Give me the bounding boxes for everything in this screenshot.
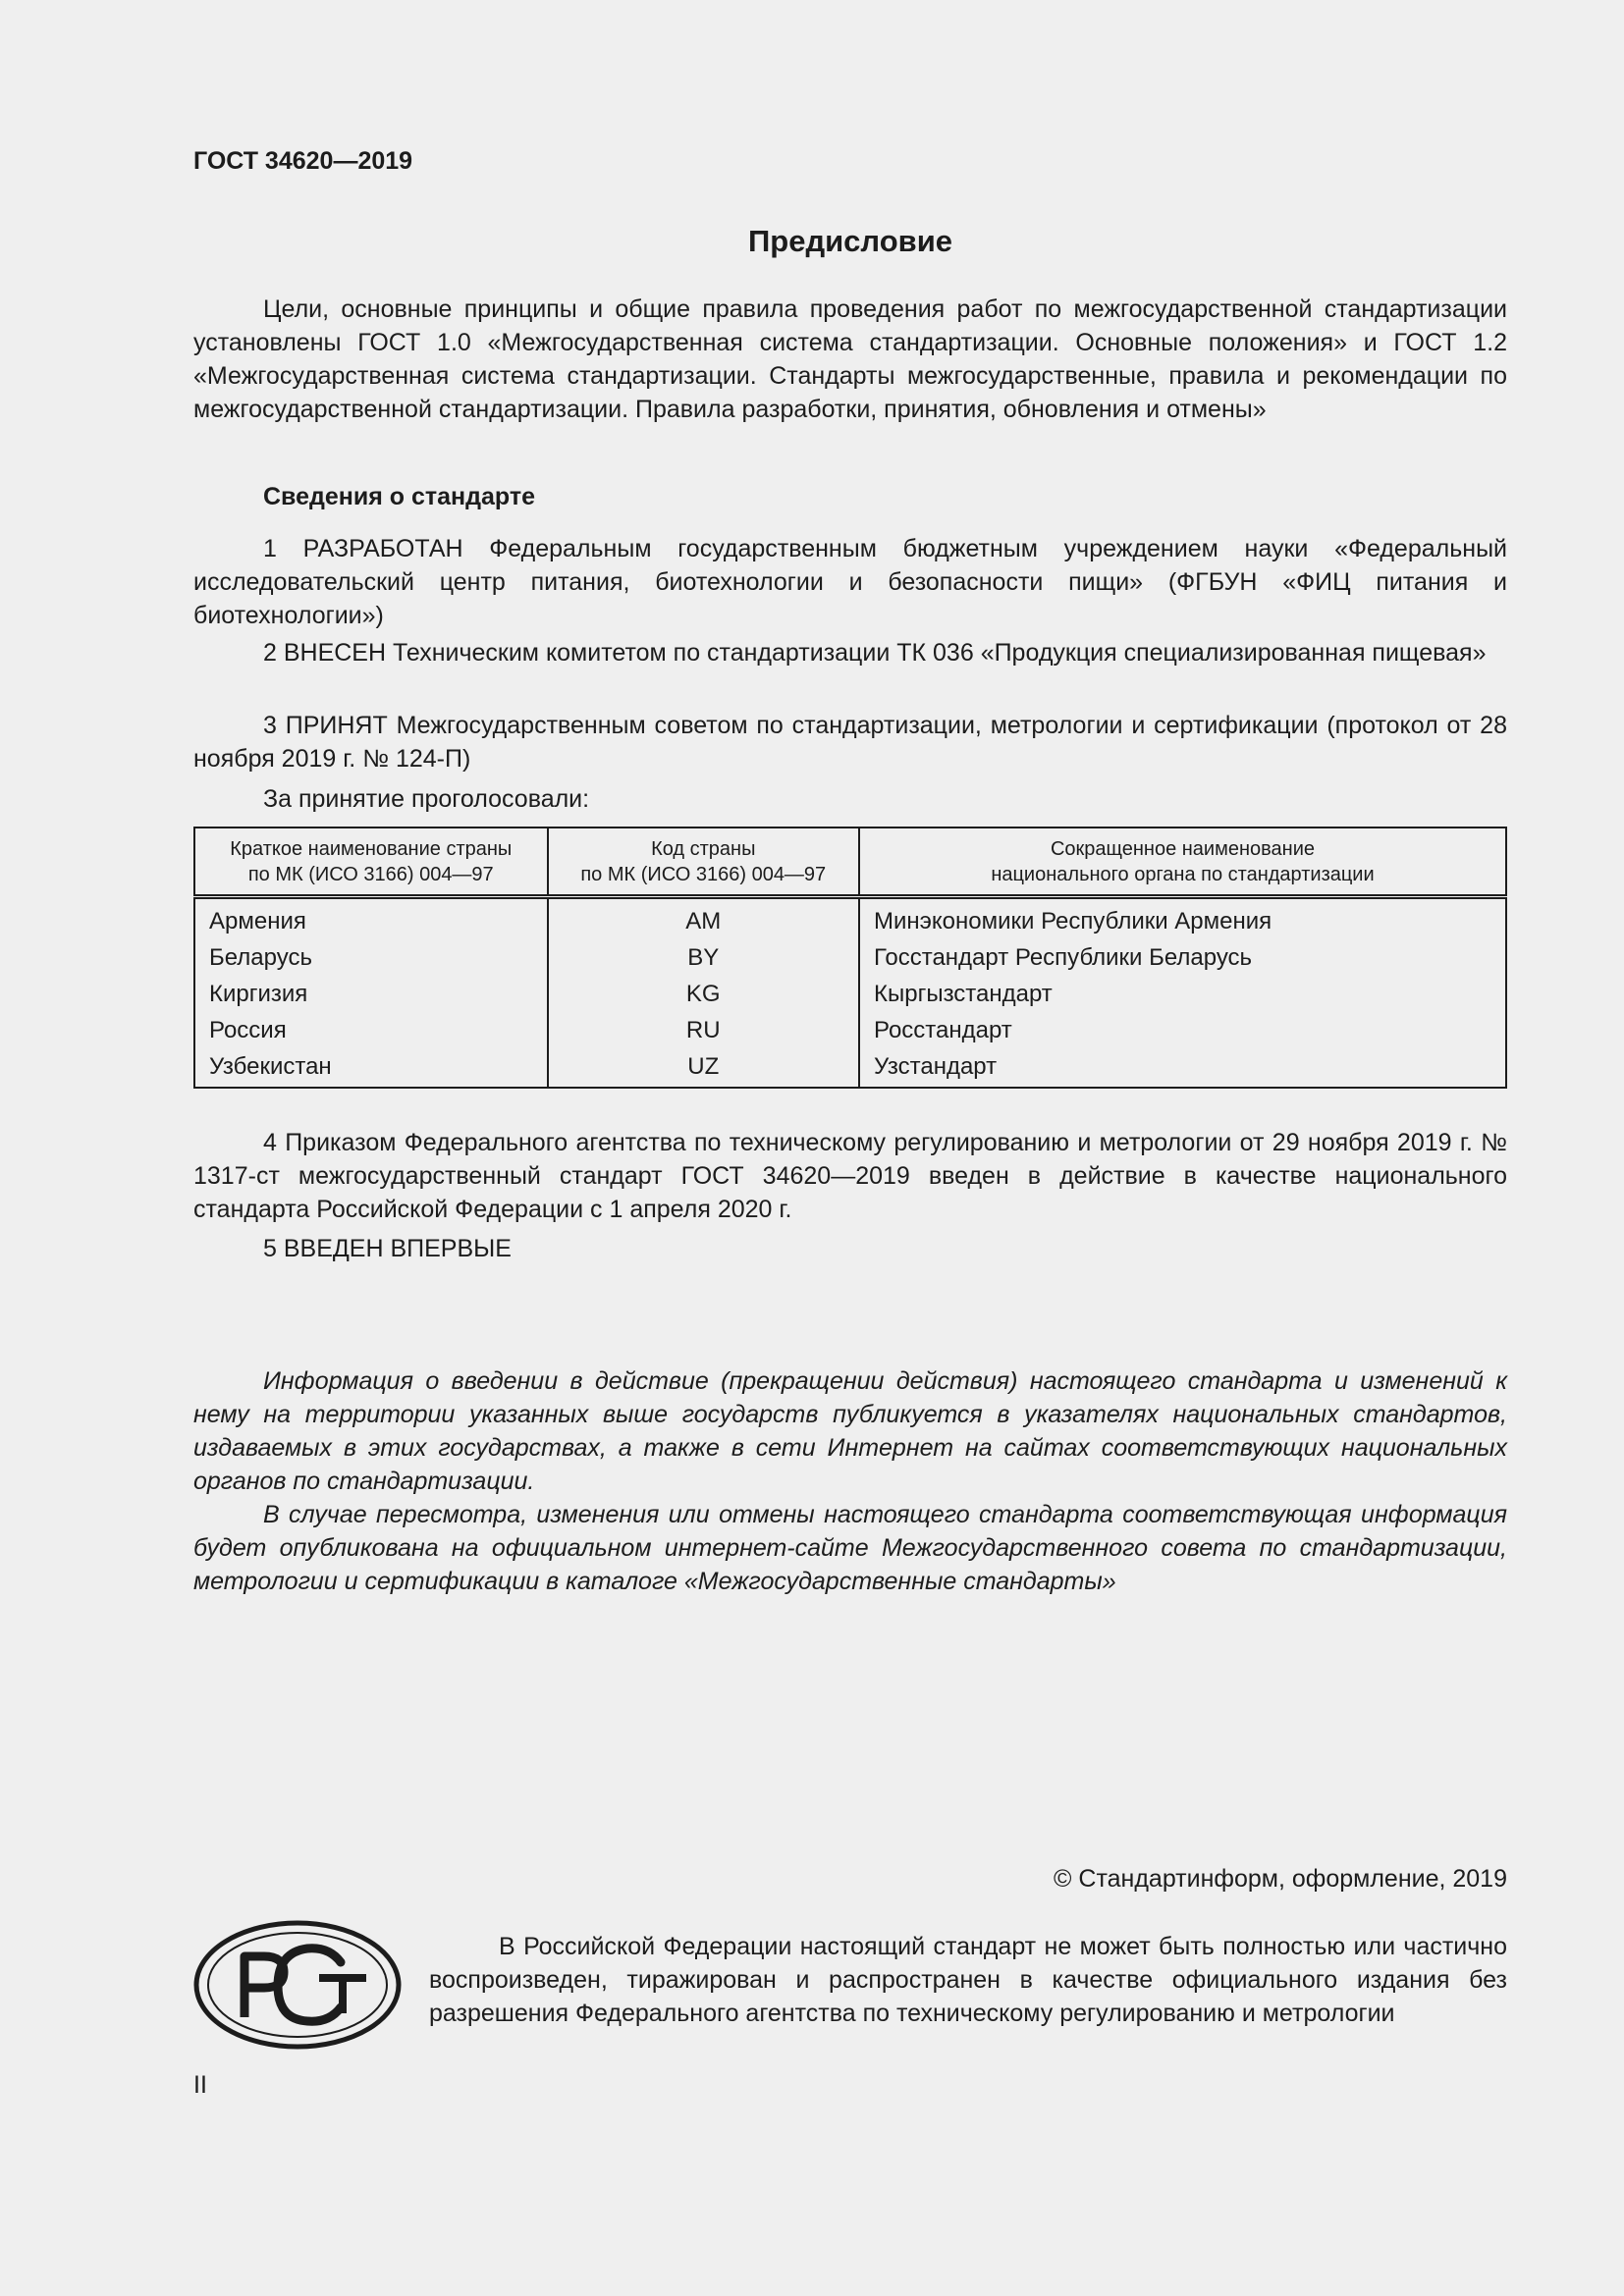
header-body-line1: Сокращенное наименование [1050, 838, 1316, 860]
header-code [548, 828, 859, 897]
table-row [194, 1012, 1506, 1048]
table-row [194, 1048, 1506, 1088]
rst-logo-text: РСТ [298, 1990, 299, 1991]
header-code-line1: Код страны [651, 838, 756, 860]
notice-block [193, 1364, 1507, 1598]
page-number: II [193, 2071, 207, 2099]
cell-body: Кыргызстандарт [859, 976, 1506, 1012]
header-body [859, 828, 1506, 897]
cell-code: KG [548, 976, 859, 1012]
item-adopted [193, 709, 1507, 775]
rst-logo [193, 1919, 402, 2051]
voted-label-text: За принятие проголосовали: [263, 785, 590, 813]
voted-label [193, 782, 1507, 816]
header-country [194, 828, 548, 897]
item-order [193, 1126, 1507, 1226]
item-introduced [193, 636, 1507, 669]
item-adopted-text: 3 ПРИНЯТ Межгосударственным советом по стандартизации, метрологии и сертификации (протокол от 28 ноября 2019 г. № 124-П) [193, 712, 1507, 773]
rst-logo-icon [193, 1919, 402, 2051]
cell-code: RU [548, 1012, 859, 1048]
rights-block [429, 1930, 1507, 2030]
item-order-text: 4 Приказом Федерального агентства по техническому регулированию и метрологии от 29 ноября 2019 г. № 1317-ст межгосударственный стандарт ГОСТ 34620—2019 введен в действие в качестве национального стандарта Российской Федерации с 1 апреля 2020 г. [193, 1129, 1507, 1223]
table-row [194, 976, 1506, 1012]
table-row [194, 897, 1506, 940]
cell-body: Росстандарт [859, 1012, 1506, 1048]
table-row [194, 939, 1506, 976]
item-developed-text: 1 РАЗРАБОТАН Федеральным государственным бюджетным учреждением науки «Федеральный исследовательский центр питания, биотехнологии и безопасности пищи» (ФГБУН «ФИЦ питания и биотехнологии») [193, 535, 1507, 629]
cell-body: Узстандарт [859, 1048, 1506, 1088]
cell-code: UZ [548, 1048, 859, 1088]
cell-country: Россия [194, 1012, 548, 1048]
header-body-line2: национального органа по стандартизации [991, 864, 1375, 885]
cell-body: Госстандарт Республики Беларусь [859, 939, 1506, 976]
section-heading-text: Сведения о стандарте [263, 483, 536, 510]
section-heading [193, 483, 1507, 511]
cell-code: BY [548, 939, 859, 976]
cell-country: Беларусь [194, 939, 548, 976]
voting-table [193, 827, 1507, 1089]
cell-country: Узбекистан [194, 1048, 548, 1088]
rights-text: В Российской Федерации настоящий стандарт не может быть полностью или частично воспроизведен, тиражирован и распространен в качестве официального издания без разрешения Федерального агентства по техническому регулированию и метрологии [429, 1933, 1507, 2027]
intro-paragraph: Цели, основные принципы и общие правила проведения работ по межгосударственной стандартизации установлены ГОСТ 1.0 «Межгосударственная система стандартизации. Основные положения» и ГОСТ 1.2 «Межгосударственная система стандартизации. Стандарты межгосударственные, правила и рекомендации по межгосударственной стандартизации. Правила разработки, принятия, обновления и отмены» [193, 295, 1507, 423]
copyright-line: © Стандартинформ, оформление, 2019 [1054, 1865, 1507, 1893]
page-title: Предисловие [747, 224, 952, 258]
header-code-line2: по МК (ИСО 3166) 004—97 [580, 864, 827, 885]
item-introduced-text: 2 ВНЕСЕН Техническим комитетом по стандартизации ТК 036 «Продукция специализированная пищевая» [263, 639, 1487, 667]
table-header-row [194, 828, 1506, 897]
document-number: ГОСТ 34620—2019 [193, 147, 413, 175]
header-country-line1: Краткое наименование страны [230, 838, 513, 860]
item-first-time [193, 1232, 1507, 1265]
notice-info-text: Информация о введении в действие (прекращении действия) настоящего стандарта и изменений к нему на территории указанных выше государств публикуется в указателях национальных стандартов, издаваемых в этих государствах, а также в сети Интернет на сайтах соответствующих национальных органов по стандартизации. [193, 1367, 1507, 1495]
cell-country: Киргизия [194, 976, 548, 1012]
header-country-line2: по МК (ИСО 3166) 004—97 [247, 864, 494, 885]
intro-block [193, 293, 1507, 426]
item-developed [193, 532, 1507, 632]
cell-code: AM [548, 897, 859, 940]
cell-country: Армения [194, 897, 548, 940]
voting-table-block [193, 827, 1507, 1089]
notice-revision-text: В случае пересмотра, изменения или отмены настоящего стандарта соответствующая информация будет опубликована на официальном интернет-сайте Межгосударственного совета по стандартизации, метрологии и сертификации в каталоге «Межгосударственные стандарты» [193, 1501, 1507, 1595]
cell-body: Минэкономики Республики Армения [859, 897, 1506, 940]
item-first-time-text: 5 ВВЕДЕН ВПЕРВЫЕ [263, 1235, 512, 1262]
